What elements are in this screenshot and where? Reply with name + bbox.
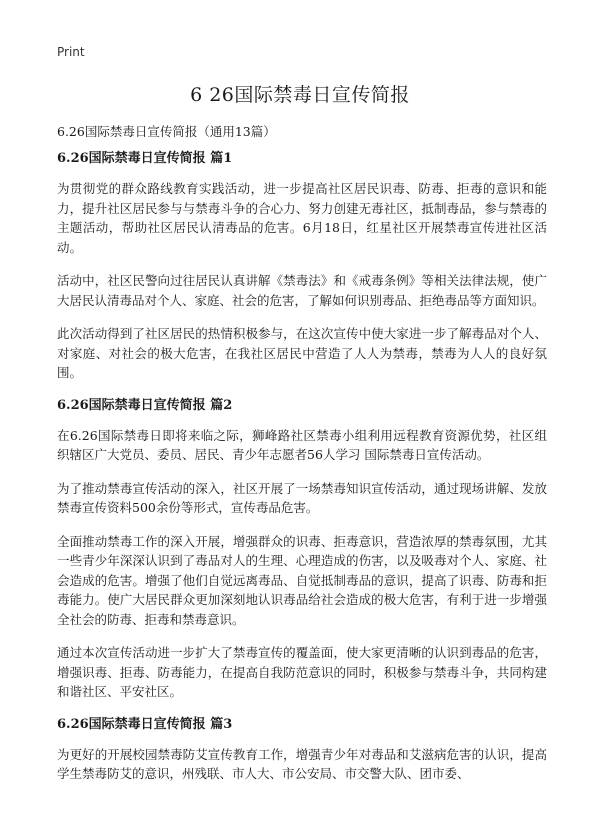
paragraph: 为更好的开展校园禁毒防艾宣传教育工作，增强青少年对毒品和艾滋病危害的认识，提高学生禁毒防艾的意识，州残联、市人大、市公安局、市交警大队、团市委、 (57, 746, 547, 781)
paragraph: 此次活动得到了社区居民的热情积极参与，在这次宣传中使大家进一步了解毒品对个人、对家庭、对社会的极大危害，在我社区居民中营造了人人为禁毒，禁毒为人人的良好氛围。 (57, 326, 547, 380)
section-heading: 6.26国际禁毒日宣传简报 篇1 (57, 151, 233, 166)
section-heading: 6.26国际禁毒日宣传简报 篇2 (57, 397, 233, 413)
document-title: 6 26国际禁毒日宣传简报 (190, 84, 410, 106)
paragraph: 为贯彻党的群众路线教育实践活动，进一步提高社区居民识毒、防毒、拒毒的意识和能力，提升社区居民参与与禁毒斗争的合心力、努力创建无毒社区，抵制毒品，参与禁毒的主题活动，帮助社区居民认清毒品的危害。6月18日，红星社区开展禁毒宣传进社区活动。 (57, 181, 547, 255)
section-2 (57, 397, 547, 702)
section-3 (57, 716, 547, 784)
paragraph: 活动中，社区民警向过往居民认真讲解《禁毒法》和《戒毒条例》等相关法律法规，使广大居民认清毒品对个人、家庭、社会的危害，了解如何识别毒品、拒绝毒品等方面知识。 (57, 273, 547, 308)
section-heading: 6.26国际禁毒日宣传简报 篇3 (57, 716, 233, 732)
document-subtitle: 6.26国际禁毒日宣传简报（通用13篇） (57, 124, 276, 139)
print-link[interactable]: Print (57, 45, 85, 59)
document-body (57, 150, 547, 798)
paragraph: 为了推动禁毒宣传活动的深入，社区开展了一场禁毒知识宣传活动，通过现场讲解、发放禁毒宣传资料500余份等形式，宣传毒品危害。 (57, 480, 547, 515)
paragraph: 通过本次宣传活动进一步扩大了禁毒宣传的覆盖面，使大家更清晰的认识到毒品的危害，增强识毒、拒毒、防毒能力，在提高自我防范意识的同时，积极参与禁毒斗争，共同构建和谐社区、平安社区。 (57, 645, 547, 699)
paragraph: 在6.26国际禁毒日即将来临之际，狮峰路社区禁毒小组利用远程教育资源优势，社区组织辖区广大党员、委员、居民、青少年志愿者56人学习 国际禁毒日宣传活动。 (57, 427, 547, 462)
section-1 (57, 150, 547, 383)
paragraph: 全面推动禁毒工作的深入开展，增强群众的识毒、拒毒意识，营造浓厚的禁毒氛围，尤其一些青少年深深认识到了毒品对人的生理、心理造成的伤害，以及吸毒对个人、家庭、社会造成的危害。增强了他们自觉远离毒品、自觉抵制毒品的意识，提高了识毒、防毒和拒毒能力。使广大居民群众更加深刻地认识毒品给社会造成的极大危害，有利于进一步增强全社会的防毒、拒毒和禁毒意识。 (57, 533, 547, 627)
